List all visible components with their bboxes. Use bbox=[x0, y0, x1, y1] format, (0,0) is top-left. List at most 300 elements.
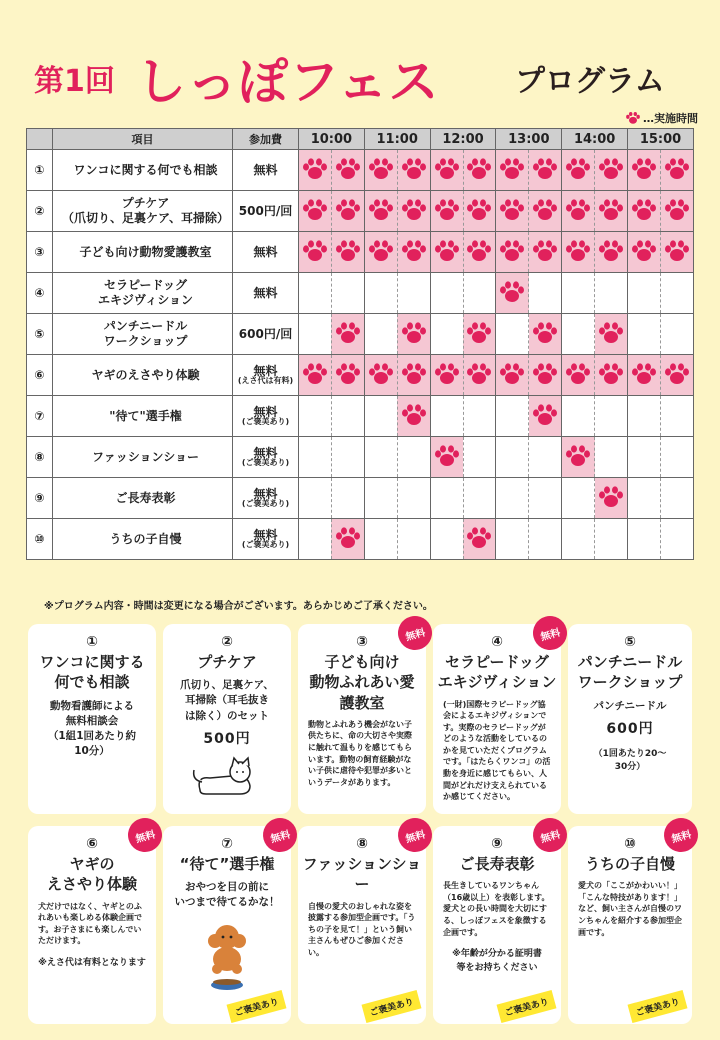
slot-empty bbox=[496, 478, 529, 519]
dog-illustration bbox=[163, 919, 291, 997]
footnote: ※プログラム内容・時間は変更になる場合がございます。あらかじめご了承ください。 bbox=[44, 601, 433, 612]
slot-empty bbox=[628, 437, 661, 478]
paw-icon bbox=[663, 198, 691, 222]
slot-empty bbox=[529, 519, 562, 560]
header-time: 12:00 bbox=[430, 129, 496, 150]
slot-active bbox=[463, 355, 496, 396]
free-badge: 無料 bbox=[660, 814, 702, 856]
slot-active bbox=[529, 355, 562, 396]
paw-icon bbox=[334, 526, 362, 550]
slot-empty bbox=[331, 478, 364, 519]
paw-icon bbox=[400, 239, 428, 263]
paw-icon bbox=[564, 198, 592, 222]
slot-active bbox=[430, 150, 463, 191]
paw-icon bbox=[531, 321, 559, 345]
slot-empty bbox=[430, 519, 463, 560]
row-name: パンチニードル ワークショップ bbox=[53, 314, 233, 355]
row-name: ファッションショー bbox=[53, 437, 233, 478]
paw-icon bbox=[400, 362, 428, 386]
free-badge: 無料 bbox=[394, 814, 436, 856]
table-row bbox=[27, 519, 694, 560]
paw-icon bbox=[465, 526, 493, 550]
title-main: しっぽフェス bbox=[136, 53, 440, 111]
slot-empty bbox=[496, 519, 529, 560]
program-card bbox=[433, 826, 561, 1024]
paw-icon bbox=[433, 362, 461, 386]
paw-icon bbox=[597, 321, 625, 345]
paw-icon bbox=[531, 157, 559, 181]
paw-icon bbox=[334, 198, 362, 222]
row-number: ⑥ bbox=[27, 355, 53, 396]
prize-tag: ご褒美あり bbox=[496, 990, 556, 1023]
slot-empty bbox=[660, 396, 693, 437]
card-note: （1回あたり20～ 30分） bbox=[593, 748, 667, 773]
row-number: ④ bbox=[27, 273, 53, 314]
row-name: プチケア （爪切り、足裏ケア、耳掃除） bbox=[53, 191, 233, 232]
header-time: 13:00 bbox=[496, 129, 562, 150]
table-row bbox=[27, 232, 694, 273]
card-title: ファッションショー bbox=[302, 855, 422, 894]
row-fee-note: (ご褒美あり) bbox=[241, 499, 290, 509]
free-badge: 無料 bbox=[124, 814, 166, 856]
slot-active bbox=[430, 437, 463, 478]
free-badge: 無料 bbox=[394, 612, 436, 654]
program-card bbox=[433, 624, 561, 814]
card-description: おやつを目の前に いつまで待てるかな！ bbox=[174, 881, 280, 909]
slot-active bbox=[496, 191, 529, 232]
header-time: 14:00 bbox=[562, 129, 628, 150]
paw-icon bbox=[367, 362, 395, 386]
paw-icon bbox=[400, 403, 428, 427]
slot-active bbox=[595, 355, 628, 396]
slot-active bbox=[430, 191, 463, 232]
slot-empty bbox=[595, 519, 628, 560]
slot-active bbox=[299, 150, 332, 191]
slot-empty bbox=[299, 314, 332, 355]
card-description: (一財)国際セラピードッグ協会によるエキジヴィションです。実際のセラピードッグがどのような活動をしているのかを見ていただくプログラムです。「はたらくワンコ」の活動を身近に感じてもらい、人間がどれだけ支えられているか感じてください。 bbox=[443, 699, 551, 802]
card-number: ⑧ bbox=[356, 836, 368, 852]
slot-active bbox=[463, 232, 496, 273]
legend bbox=[625, 110, 698, 126]
row-fee: 無料 (えさ代は有料) bbox=[233, 355, 299, 396]
slot-empty bbox=[364, 478, 397, 519]
program-card bbox=[163, 624, 291, 814]
slot-active bbox=[595, 478, 628, 519]
card-title: パンチニードル ワークショップ bbox=[577, 653, 683, 692]
table-row bbox=[27, 191, 694, 232]
paw-icon bbox=[334, 157, 362, 181]
free-badge: 無料 bbox=[529, 814, 571, 856]
card-title: “待て”選手権 bbox=[179, 855, 275, 873]
paw-icon bbox=[597, 485, 625, 509]
row-number: ⑧ bbox=[27, 437, 53, 478]
paw-icon bbox=[301, 157, 329, 181]
prize-tag: ご褒美あり bbox=[226, 990, 286, 1023]
slot-active bbox=[562, 150, 595, 191]
card-description: 自慢の愛犬のおしゃれな姿を披露する参加型企画です。「うちの子を見て！」という飼い主さんもぜひご参加ください。 bbox=[308, 901, 416, 957]
card-number: ⑥ bbox=[86, 836, 98, 852]
paw-icon bbox=[531, 239, 559, 263]
slot-empty bbox=[397, 273, 430, 314]
paw-icon bbox=[531, 198, 559, 222]
row-fee: 無料 (ご褒美あり) bbox=[233, 519, 299, 560]
slot-empty bbox=[628, 478, 661, 519]
slot-active bbox=[660, 191, 693, 232]
row-name: セラピードッグ エキジヴィション bbox=[53, 273, 233, 314]
card-title: プチケア bbox=[197, 653, 257, 671]
paw-icon bbox=[663, 157, 691, 181]
row-number: ① bbox=[27, 150, 53, 191]
slot-empty bbox=[430, 478, 463, 519]
slot-empty bbox=[397, 437, 430, 478]
paw-icon bbox=[564, 239, 592, 263]
slot-empty bbox=[628, 273, 661, 314]
row-number: ⑤ bbox=[27, 314, 53, 355]
row-fee-note: (ご褒美あり) bbox=[241, 458, 290, 468]
row-fee: 無料 (ご褒美あり) bbox=[233, 478, 299, 519]
card-note: ※えさ代は有料となります bbox=[38, 957, 146, 968]
slot-active bbox=[562, 437, 595, 478]
slot-empty bbox=[463, 478, 496, 519]
slot-empty bbox=[562, 519, 595, 560]
table-row bbox=[27, 273, 694, 314]
slot-empty bbox=[299, 519, 332, 560]
slot-active bbox=[496, 232, 529, 273]
slot-active bbox=[463, 150, 496, 191]
slot-empty bbox=[299, 273, 332, 314]
paw-icon bbox=[597, 198, 625, 222]
slot-empty bbox=[331, 437, 364, 478]
slot-active bbox=[628, 191, 661, 232]
slot-active bbox=[595, 232, 628, 273]
header-time: 15:00 bbox=[628, 129, 694, 150]
slot-active bbox=[660, 150, 693, 191]
slot-empty bbox=[430, 314, 463, 355]
slot-empty bbox=[660, 314, 693, 355]
slot-empty bbox=[562, 396, 595, 437]
program-card bbox=[28, 624, 156, 814]
slot-empty bbox=[364, 314, 397, 355]
paw-icon bbox=[498, 280, 526, 304]
slot-empty bbox=[660, 478, 693, 519]
row-name: ワンコに関する何でも相談 bbox=[53, 150, 233, 191]
slot-active bbox=[529, 314, 562, 355]
paw-icon bbox=[367, 198, 395, 222]
row-number: ⑦ bbox=[27, 396, 53, 437]
slot-active bbox=[628, 355, 661, 396]
row-fee: 500円/回 bbox=[233, 191, 299, 232]
paw-icon bbox=[630, 157, 658, 181]
schedule-table bbox=[26, 128, 694, 560]
paw-icon bbox=[630, 198, 658, 222]
paw-icon bbox=[597, 239, 625, 263]
slot-active bbox=[660, 355, 693, 396]
slot-active bbox=[496, 355, 529, 396]
title-program: プログラム bbox=[515, 64, 665, 99]
slot-active bbox=[628, 150, 661, 191]
paw-icon bbox=[301, 239, 329, 263]
program-card bbox=[568, 624, 692, 814]
paw-icon bbox=[498, 239, 526, 263]
slot-empty bbox=[628, 396, 661, 437]
slot-active bbox=[331, 150, 364, 191]
slot-active bbox=[463, 519, 496, 560]
slot-active bbox=[463, 314, 496, 355]
slot-empty bbox=[364, 437, 397, 478]
page-title bbox=[0, 40, 720, 110]
slot-empty bbox=[430, 273, 463, 314]
slot-empty bbox=[628, 314, 661, 355]
paw-icon bbox=[465, 362, 493, 386]
row-number: ⑨ bbox=[27, 478, 53, 519]
row-fee: 無料 bbox=[233, 273, 299, 314]
table-row bbox=[27, 150, 694, 191]
row-number: ③ bbox=[27, 232, 53, 273]
paw-icon bbox=[400, 198, 428, 222]
paw-icon bbox=[301, 362, 329, 386]
slot-active bbox=[331, 191, 364, 232]
slot-active bbox=[529, 191, 562, 232]
slot-active bbox=[299, 232, 332, 273]
program-card bbox=[28, 826, 156, 1024]
slot-empty bbox=[463, 396, 496, 437]
header-time: 11:00 bbox=[364, 129, 430, 150]
card-number: ⑤ bbox=[624, 634, 636, 650]
card-number: ④ bbox=[491, 634, 503, 650]
row-number: ⑩ bbox=[27, 519, 53, 560]
paw-icon bbox=[334, 362, 362, 386]
paw-icon bbox=[367, 239, 395, 263]
slot-active bbox=[430, 232, 463, 273]
paw-icon bbox=[334, 239, 362, 263]
paw-icon bbox=[465, 239, 493, 263]
slot-active bbox=[331, 314, 364, 355]
card-number: ③ bbox=[356, 634, 368, 650]
paw-icon bbox=[400, 157, 428, 181]
slot-empty bbox=[562, 314, 595, 355]
slot-active bbox=[397, 396, 430, 437]
card-description: 長生きしているワンちゃん（16歳以上）を表彰します。愛犬との長い時間を大切にする、しっぽフェスを象徴する企画です。 bbox=[443, 881, 550, 937]
card-title: うちの子自慢 bbox=[584, 855, 675, 873]
slot-active bbox=[595, 314, 628, 355]
paw-icon bbox=[630, 362, 658, 386]
slot-active bbox=[397, 191, 430, 232]
slot-empty bbox=[496, 437, 529, 478]
slot-active bbox=[660, 232, 693, 273]
slot-empty bbox=[299, 396, 332, 437]
slot-active bbox=[364, 355, 397, 396]
card-title: 子ども向け 動物ふれあい愛 護教室 bbox=[309, 653, 415, 712]
slot-empty bbox=[628, 519, 661, 560]
program-card bbox=[163, 826, 291, 1024]
row-fee-note: (ご褒美あり) bbox=[241, 417, 290, 427]
slot-empty bbox=[529, 437, 562, 478]
slot-active bbox=[364, 191, 397, 232]
slot-empty bbox=[364, 396, 397, 437]
paw-icon bbox=[564, 444, 592, 468]
paw-icon bbox=[498, 157, 526, 181]
title-edition: 第1回 bbox=[34, 64, 115, 99]
header-fee: 参加費 bbox=[233, 129, 299, 150]
slot-active bbox=[496, 150, 529, 191]
card-number: ① bbox=[86, 634, 98, 650]
paw-icon bbox=[433, 239, 461, 263]
paw-icon bbox=[465, 198, 493, 222]
slot-empty bbox=[430, 396, 463, 437]
card-description: パンチニードル bbox=[593, 699, 667, 712]
slot-empty bbox=[364, 519, 397, 560]
row-name: うちの子自慢 bbox=[53, 519, 233, 560]
header-time: 10:00 bbox=[299, 129, 365, 150]
card-title: セラピードッグ エキジヴィション bbox=[437, 653, 557, 692]
slot-active bbox=[430, 355, 463, 396]
slot-empty bbox=[660, 437, 693, 478]
slot-active bbox=[299, 191, 332, 232]
slot-empty bbox=[397, 519, 430, 560]
table-row bbox=[27, 314, 694, 355]
row-name: ご長寿表彰 bbox=[53, 478, 233, 519]
slot-active bbox=[397, 355, 430, 396]
row-name: "待て"選手権 bbox=[53, 396, 233, 437]
slot-active bbox=[496, 273, 529, 314]
card-price: 500円 bbox=[203, 730, 251, 747]
row-name: ヤギのえさやり体験 bbox=[53, 355, 233, 396]
slot-empty bbox=[397, 478, 430, 519]
paw-icon bbox=[663, 362, 691, 386]
slot-active bbox=[463, 191, 496, 232]
table-row bbox=[27, 437, 694, 478]
slot-empty bbox=[331, 273, 364, 314]
slot-active bbox=[364, 232, 397, 273]
card-description: 爪切り、足裏ケア、 耳掃除（耳毛抜き は除く）のセット bbox=[180, 679, 274, 722]
paw-icon bbox=[531, 362, 559, 386]
slot-active bbox=[397, 232, 430, 273]
slot-active bbox=[529, 396, 562, 437]
slot-active bbox=[299, 355, 332, 396]
slot-active bbox=[529, 232, 562, 273]
paw-icon bbox=[663, 239, 691, 263]
slot-empty bbox=[299, 478, 332, 519]
slot-empty bbox=[660, 273, 693, 314]
cat-illustration bbox=[163, 756, 291, 802]
slot-active bbox=[628, 232, 661, 273]
slot-empty bbox=[463, 437, 496, 478]
table-row bbox=[27, 396, 694, 437]
card-title: ヤギの えさやり体験 bbox=[46, 855, 137, 894]
slot-active bbox=[397, 314, 430, 355]
row-fee: 無料 (ご褒美あり) bbox=[233, 437, 299, 478]
card-description: 動物とふれあう機会がない子供たちに、命の大切さや実際に触れて温もりを感じてもらいます。動物の飼育経験がない子供に虐待や犯罪が多いというデータがあります。 bbox=[308, 719, 412, 787]
card-note: ※年齢が分かる証明書 等をお持ちください bbox=[452, 949, 542, 973]
card-price: 600円 bbox=[606, 720, 654, 737]
card-title: ワンコに関する 何でも相談 bbox=[39, 653, 145, 692]
paw-icon bbox=[367, 157, 395, 181]
card-description: 動物看護師による 無料相談会 （1組1回あたり約 10分） bbox=[47, 699, 137, 758]
header-item: 項目 bbox=[53, 129, 233, 150]
slot-active bbox=[331, 519, 364, 560]
row-name: 子ども向け動物愛護教室 bbox=[53, 232, 233, 273]
card-number: ② bbox=[221, 634, 233, 650]
row-fee: 600円/回 bbox=[233, 314, 299, 355]
card-description: 愛犬の「ここがかわいい！」「こんな特技があります！」など、飼い主さんが自慢のワンちゃんを紹介する参加型企画です。 bbox=[578, 881, 682, 937]
slot-active bbox=[331, 232, 364, 273]
slot-active bbox=[397, 150, 430, 191]
table-header-row bbox=[27, 129, 694, 150]
program-card bbox=[568, 826, 692, 1024]
paw-icon bbox=[334, 321, 362, 345]
slot-empty bbox=[562, 478, 595, 519]
legend-label: …実施時間 bbox=[643, 112, 698, 125]
slot-empty bbox=[562, 273, 595, 314]
slot-empty bbox=[529, 478, 562, 519]
slot-active bbox=[364, 150, 397, 191]
slot-active bbox=[331, 355, 364, 396]
row-number: ② bbox=[27, 191, 53, 232]
paw-icon bbox=[564, 157, 592, 181]
slot-empty bbox=[496, 314, 529, 355]
slot-empty bbox=[463, 273, 496, 314]
slot-empty bbox=[331, 396, 364, 437]
slot-empty bbox=[299, 437, 332, 478]
card-number: ⑨ bbox=[491, 836, 503, 852]
slot-active bbox=[562, 355, 595, 396]
row-fee: 無料 (ご褒美あり) bbox=[233, 396, 299, 437]
program-card bbox=[298, 624, 426, 814]
prize-tag: ご褒美あり bbox=[361, 990, 421, 1023]
slot-empty bbox=[660, 519, 693, 560]
card-description: 犬だけではなく、ヤギとのふれあいも楽しめる体験企画です。お子さまにも楽しんでいただけます。 bbox=[38, 901, 142, 946]
paw-icon bbox=[465, 157, 493, 181]
free-badge: 無料 bbox=[259, 814, 301, 856]
slot-active bbox=[529, 150, 562, 191]
paw-icon bbox=[630, 239, 658, 263]
card-number: ⑩ bbox=[624, 836, 636, 852]
paw-icon bbox=[625, 111, 641, 125]
slot-active bbox=[562, 232, 595, 273]
slot-empty bbox=[364, 273, 397, 314]
table-row bbox=[27, 478, 694, 519]
paw-icon bbox=[564, 362, 592, 386]
paw-icon bbox=[531, 403, 559, 427]
header-num bbox=[27, 129, 53, 150]
slot-active bbox=[595, 150, 628, 191]
row-fee-note: (えさ代は有料) bbox=[237, 376, 294, 386]
paw-icon bbox=[400, 321, 428, 345]
slot-active bbox=[562, 191, 595, 232]
paw-icon bbox=[433, 444, 461, 468]
paw-icon bbox=[301, 198, 329, 222]
program-card bbox=[298, 826, 426, 1024]
row-fee: 無料 bbox=[233, 150, 299, 191]
card-title: ご長寿表彰 bbox=[459, 855, 535, 873]
paw-icon bbox=[498, 362, 526, 386]
paw-icon bbox=[498, 198, 526, 222]
row-fee-note: (ご褒美あり) bbox=[241, 540, 290, 550]
paw-icon bbox=[433, 157, 461, 181]
slot-empty bbox=[595, 437, 628, 478]
table-row bbox=[27, 355, 694, 396]
slot-empty bbox=[496, 396, 529, 437]
paw-icon bbox=[433, 198, 461, 222]
card-number: ⑦ bbox=[221, 836, 233, 852]
row-fee: 無料 bbox=[233, 232, 299, 273]
prize-tag: ご褒美あり bbox=[627, 990, 687, 1023]
paw-icon bbox=[597, 157, 625, 181]
slot-active bbox=[595, 191, 628, 232]
paw-icon bbox=[465, 321, 493, 345]
free-badge: 無料 bbox=[529, 612, 571, 654]
slot-empty bbox=[595, 396, 628, 437]
